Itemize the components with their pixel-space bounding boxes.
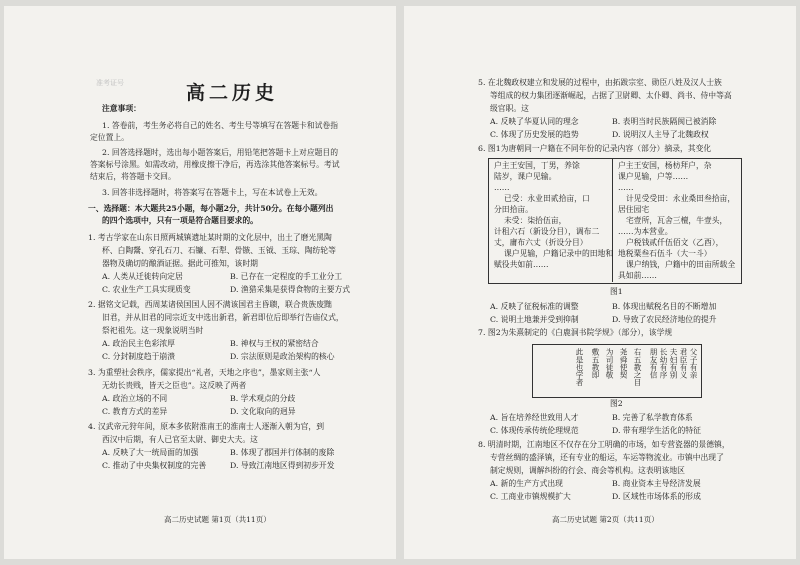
question-1-stem: 器物及确切的酿酒证据。据此可推知，该时期 <box>102 259 258 268</box>
question-7-option-b: B. 完善了私学教育体系 <box>612 413 693 422</box>
figure-1-right-line: 具如前…… <box>618 271 657 280</box>
page-footer: 高二历史试题 第1页（共11页） <box>164 515 271 524</box>
figure-1-left-line: 赋役共如前…… <box>494 260 549 269</box>
faint-bleed-text: 准考证号 <box>96 79 124 87</box>
question-7-option-c: C. 体现传承传统伦理规范 <box>490 426 579 435</box>
question-6-option-b: B. 体现出赋税名目的不断增加 <box>612 302 717 311</box>
question-1-option-d: D. 渔猎采集是获得食物的主要方式 <box>230 285 351 294</box>
figure-1-right-line: 户主王安国，杨枋拜户，杂 <box>618 161 712 170</box>
question-4-option-d: D. 导致江南地区得到初步开发 <box>230 461 335 470</box>
figure-1-right-line: 地税粟叁石伍斗（大一斗） <box>618 249 712 258</box>
question-3-option-d: D. 文化取向的迥异 <box>230 407 296 416</box>
question-2-option-b: B. 神权与王权的紧密结合 <box>230 339 319 348</box>
question-8-option-a: A. 新的生产方式出现 <box>490 479 563 488</box>
exam-title: 高二历史 <box>186 82 279 104</box>
exam-page-1 <box>4 6 396 559</box>
question-8-stem: 8. 明清时期，江南地区不仅存在分工明确的市场，如专营瓷器的景德镇， <box>478 440 730 449</box>
figure-1-left-line: 未受：柒拾伍亩， <box>504 216 567 225</box>
figure-1-left-line: 分田拾亩。 <box>494 205 533 214</box>
question-1-option-c: C. 农业生产工具实现质变 <box>102 285 191 294</box>
figure-1-left-line: …… <box>494 183 510 192</box>
question-7-option-a: A. 旨在培养经世致用人才 <box>490 413 579 422</box>
notice-line: 结束后，将答题卡交回。 <box>90 172 176 181</box>
question-6-option-c: C. 说明土地兼并受到抑制 <box>490 315 579 324</box>
figure-2-column: 君臣有义 <box>679 348 688 379</box>
question-7-stem: 7. 图2为朱熹制定的《白鹿洞书院学规》（部分），该学规 <box>478 328 673 337</box>
question-8-stem: 专营丝绸的盛泽镇，还有专业的船运，车运等物流业。市镇中出现了 <box>490 453 724 462</box>
question-5-option-a: A. 反映了华夏认同的理念 <box>490 117 579 126</box>
question-3-stem: 3. 为重塑社会秩序，儒家提出“礼者，天地之序也”，墨家则主张“人 <box>88 368 321 377</box>
figure-1-left-line: 丈，庸布六丈（折设分目） <box>494 238 588 247</box>
figure-1-right-line: ……为本营业。 <box>618 227 673 236</box>
question-4-option-b: B. 体现了郡国并行体制的废除 <box>230 448 335 457</box>
question-8-option-d: D. 区域性市场体系的形成 <box>612 492 701 501</box>
question-2-stem: 旧君，并从旧君的同宗近支中选出新君，新君即位后即举行告庙仪式， <box>102 313 344 322</box>
question-4-option-a: A. 反映了大一统局面的加强 <box>102 448 199 457</box>
figure-2-column: 尧舜使契 <box>619 348 628 379</box>
figure-1-left-line: 户主王安国，丁男，养馀 <box>494 161 580 170</box>
notice-heading: 注意事项： <box>102 104 141 113</box>
question-5-option-c: C. 体现了历史发展的趋势 <box>490 130 579 139</box>
question-1-option-a: A. 人类从迁徙转向定居 <box>102 272 183 281</box>
question-4-stem: 4. 汉武帝元狩年间，原本多依附淮南王的淮南士人逐渐入朝为官，到 <box>88 422 325 431</box>
question-4-option-c: C. 推动了中央集权制度的完善 <box>102 461 207 470</box>
question-3-option-c: C. 教育方式的差异 <box>102 407 168 416</box>
notice-line: 定位置上。 <box>90 133 129 142</box>
question-5-option-d: D. 说明汉人主导了北魏政权 <box>612 130 709 139</box>
question-3-stem: 无幼长贵贱，皆天之臣也”。这反映了两者 <box>102 381 247 390</box>
figure-1-left-line: 计租六石（新设分目），调布二 <box>494 227 600 236</box>
figure-1-caption: 图1 <box>610 287 623 296</box>
figure-1-divider <box>612 158 613 282</box>
figure-1-left-line: 课户见输，户籍记录中的田地和 <box>504 249 614 258</box>
question-1-stem: 1. 考古学家在山东日照两城镇遗址某时期的文化层中，出土了磨光黑陶 <box>88 233 332 242</box>
question-3-option-b: B. 学术观点的分歧 <box>230 394 296 403</box>
figure-1-right-line: 户税钱贰仟伍佰文（乙酉）， <box>626 238 724 247</box>
figure-1-right-line: …… <box>618 183 634 192</box>
question-8-option-b: B. 商业资本主导经济发展 <box>612 479 701 488</box>
question-6-option-d: D. 导致了农民经济地位的提升 <box>612 315 717 324</box>
question-6-option-a: A. 反映了征税标准的调整 <box>490 302 579 311</box>
notice-line: 答案标号涂黑。如需改动，用橡皮擦干净后，再选涂其他答案标号。考试 <box>90 160 340 169</box>
figure-1-right-line: 计见受受田：永业桑田叁拾亩， <box>626 194 736 203</box>
question-4-stem: 西汉中后期，有人已官至太尉、御史大夫。这 <box>102 435 258 444</box>
question-5-stem: 等组成的权力集团逐渐崛起，占据了卫尉卿、太仆卿、尚书、侍中等高 <box>490 91 732 100</box>
question-2-stem: 2. 据铭文记载，西周某诸侯国国人因不满该国君主昏聩，联合贵族废黜 <box>88 300 332 309</box>
section-heading: 一、选择题：本大题共25小题，每小题2分，共计50分。在每小题列出 <box>88 204 334 213</box>
figure-2-column: 右五教之目 <box>633 348 642 386</box>
question-5-stem: 级官职。这 <box>490 104 529 113</box>
question-2-stem: 祭祀祖先。这一现象说明当时 <box>102 326 204 335</box>
exam-page-2 <box>404 6 796 559</box>
question-8-stem: 制定规则，调解纠纷的行会、商会等机构。这表明该地区 <box>490 466 685 475</box>
figure-2-column: 敷五教即 <box>591 348 600 379</box>
figure-1-right-line: 课户见输，户等…… <box>618 172 689 181</box>
figure-1-right-line: 居住园宅 <box>618 205 650 214</box>
figure-2-column: 父子有亲 <box>689 348 698 379</box>
figure-2-column: 朋友有信 <box>649 348 658 379</box>
figure-1-right-line: 课户纳钱，户籍中的田亩所载全 <box>626 260 736 269</box>
question-2-option-c: C. 分封制度趋于崩溃 <box>102 352 176 361</box>
question-8-option-c: C. 工商业市镇规模扩大 <box>490 492 571 501</box>
section-heading: 的四个选项中，只有一项是符合题目要求的。 <box>102 216 258 225</box>
figure-1-left-line: 陆岁，课户见输。 <box>494 172 557 181</box>
page-footer: 高二历史试题 第2页（共11页） <box>552 515 659 524</box>
question-1-stem: 杯、白陶鬶、穿孔石刀、石镰、石犁、骨镞、玉钺、玉琮、陶纺轮等 <box>102 246 336 255</box>
question-3-option-a: A. 政治立场的不同 <box>102 394 168 403</box>
figure-1-left-line: 已受：永业田贰拾亩，口 <box>504 194 590 203</box>
notice-line: 1. 答卷前，考生务必将自己的姓名、考生号等填写在答题卡和试卷指 <box>102 121 339 130</box>
notice-line: 3. 回答非选择题时，将答案写在答题卡上，写在本试卷上无效。 <box>102 188 323 197</box>
question-5-option-b: B. 表明当时民族隔阂已被消除 <box>612 117 717 126</box>
question-7-option-d: D. 带有理学生活化的特征 <box>612 426 701 435</box>
question-6-stem: 6. 图1为唐朝同一户籍在不同年份的记录内容（部分）摘录，其变化 <box>478 144 712 153</box>
question-5-stem: 5. 在北魏政权建立和发展的过程中，由拓跋宗室、勋臣八姓及汉人士族 <box>478 78 722 87</box>
question-1-option-b: B. 已存在一定程度的手工业分工 <box>230 272 343 281</box>
figure-2-column: 为司徒敬 <box>605 348 614 379</box>
question-2-option-a: A. 政治民主色彩浓厚 <box>102 339 175 348</box>
figure-2-caption: 图2 <box>610 399 623 408</box>
figure-2-column: 长幼有序 <box>659 348 668 379</box>
figure-2-column: 此是也学者 <box>575 348 584 386</box>
figure-1-right-line: 宅壹所，瓦舍三檀，牛壹头， <box>626 216 728 225</box>
figure-2-column: 夫妇有别 <box>669 348 678 379</box>
notice-line: 2. 回答选择题时，选出每小题答案后，用铅笔把答题卡上对应题目的 <box>102 148 339 157</box>
question-2-option-d: D. 宗法原则是政治架构的核心 <box>230 352 335 361</box>
